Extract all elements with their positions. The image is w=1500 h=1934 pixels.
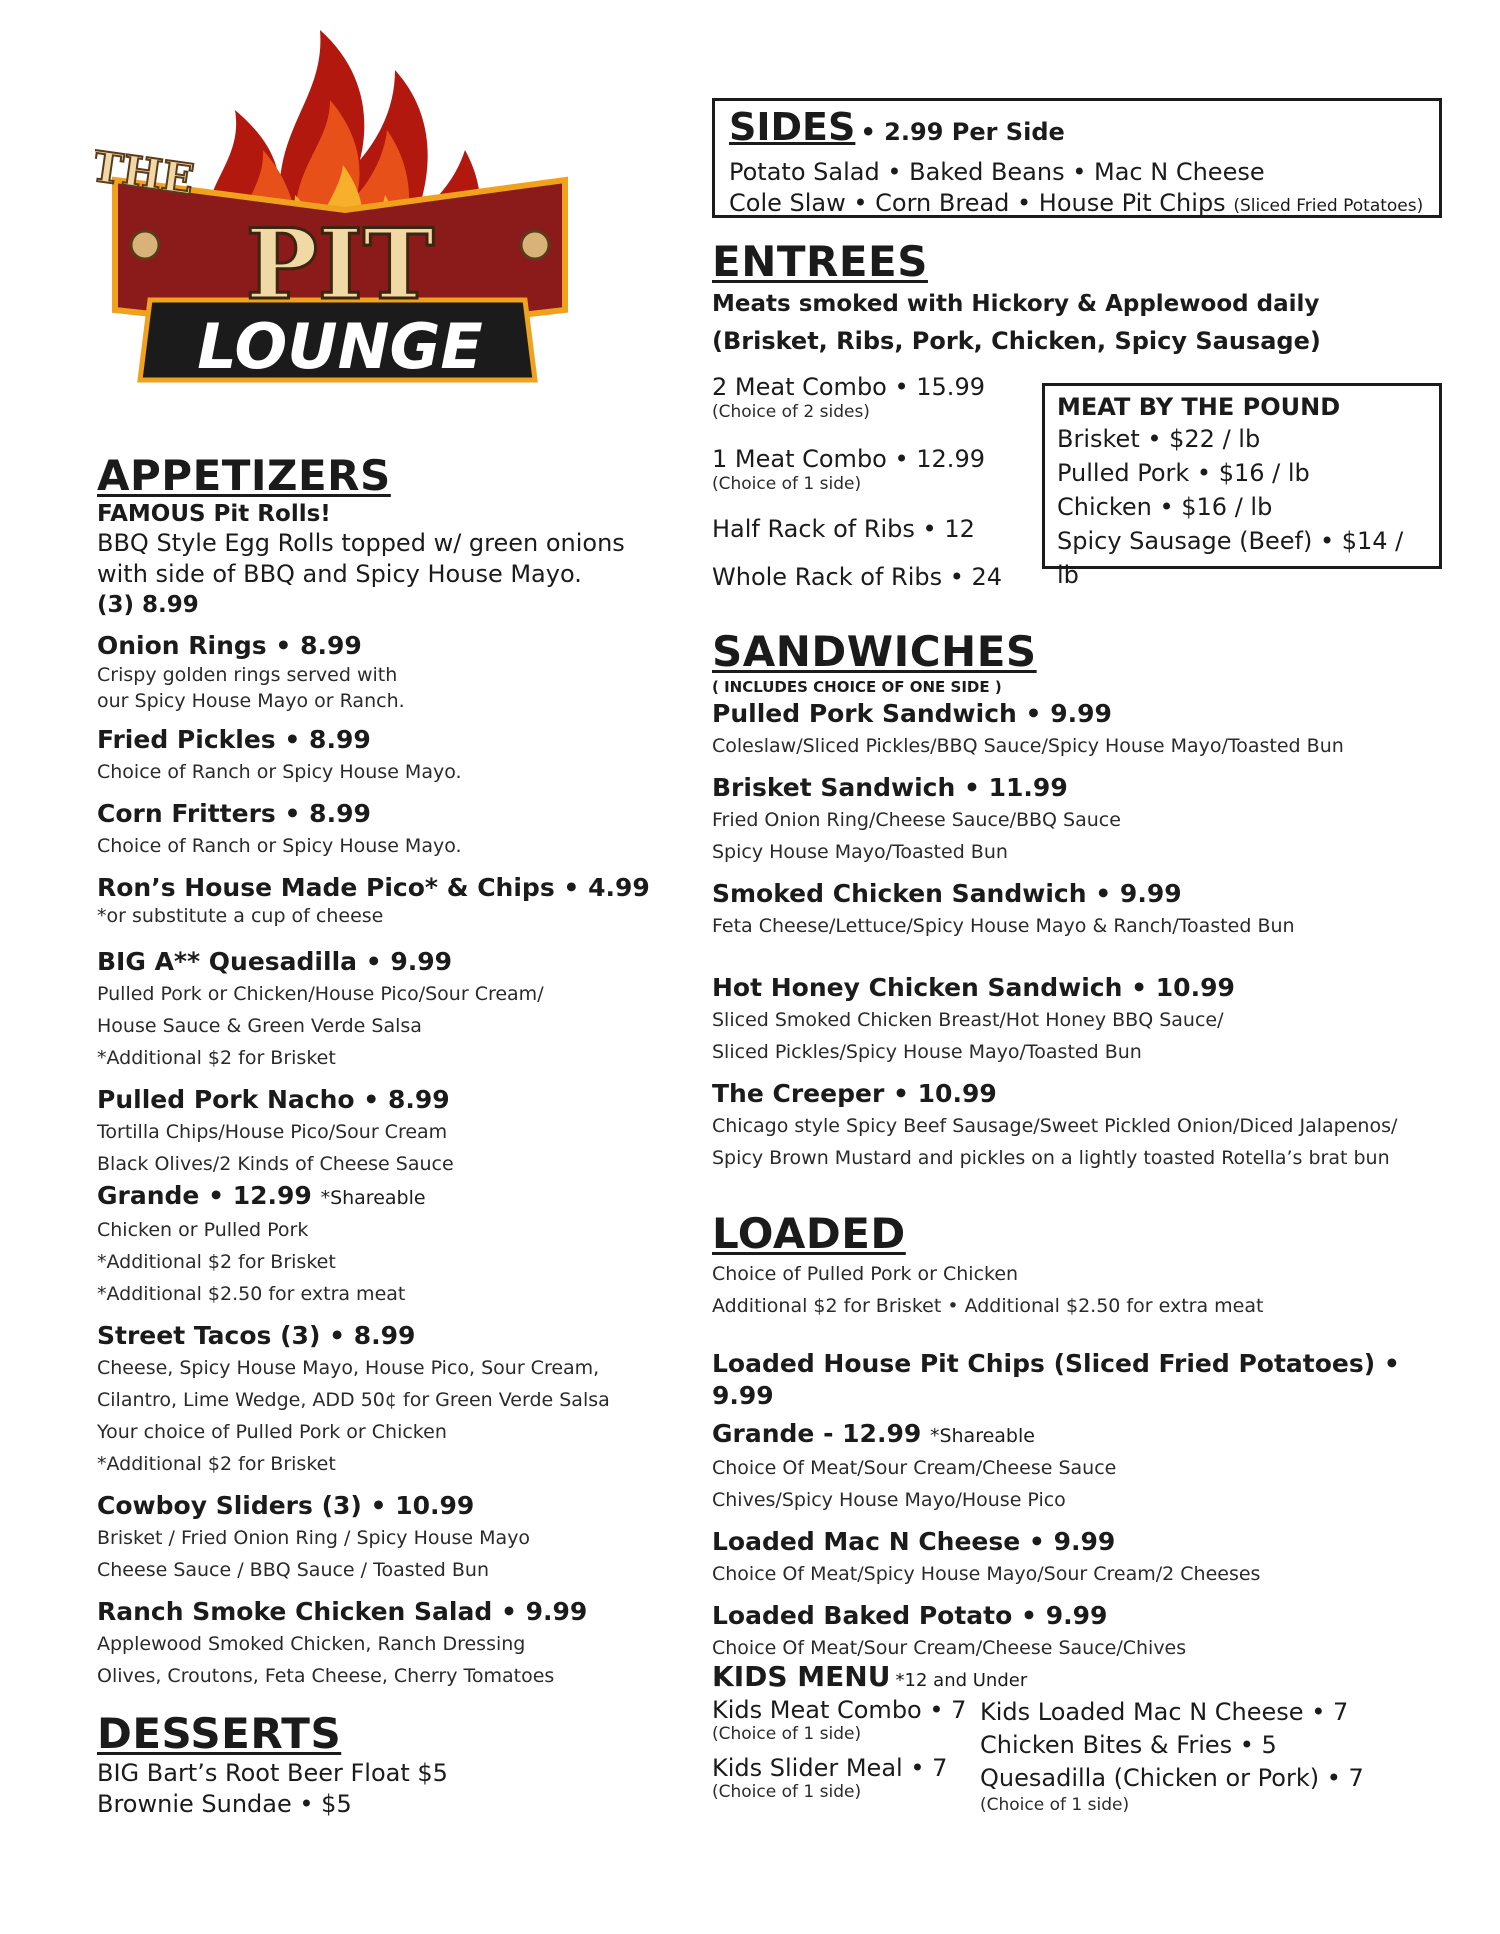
dessert-item-1: BIG Bart’s Root Beer Float $5	[97, 1759, 448, 1787]
sandwiches-section	[712, 628, 1442, 1174]
fried-pickles-desc: Choice of Ranch or Spicy House Mayo.	[97, 761, 462, 783]
pico-chips-desc: *or substitute a cup of cheese	[97, 905, 384, 927]
creeper-desc1: Chicago style Spicy Beef Sausage/Sweet Pickled Onion/Diced Jalapenos/	[712, 1115, 1398, 1137]
pit-lounge-logo	[95, 30, 585, 440]
tacos-name: Street Tacos (3) • 8.99	[97, 1321, 416, 1350]
desserts-title: DESSERTS	[97, 1709, 342, 1758]
sandwiches-note: ( INCLUDES CHOICE OF ONE SIDE )	[712, 678, 1002, 696]
pound-row-chicken: Chicken • $16 / lb	[1057, 493, 1273, 521]
creeper-desc2: Spicy Brown Mustard and pickles on a lightly toasted Rotella’s brat bun	[712, 1147, 1390, 1169]
pulled-pork-sandwich-desc: Coleslaw/Sliced Pickles/BBQ Sauce/Spicy House Mayo/Toasted Bun	[712, 735, 1344, 757]
grande-name	[97, 1180, 657, 1214]
nacho-desc2: Black Olives/2 Kinds of Cheese Sauce	[97, 1153, 454, 1175]
sides-line-2	[729, 188, 1425, 222]
logo-pit: PIT	[245, 208, 435, 321]
onion-rings-name: Onion Rings • 8.99	[97, 631, 362, 660]
corn-fritters-desc: Choice of Ranch or Spicy House Mayo.	[97, 835, 462, 857]
kids-slider: Kids Slider Meal • 7	[712, 1754, 948, 1782]
quesadilla-desc3: *Additional $2 for Brisket	[97, 1047, 336, 1069]
left-column	[97, 452, 657, 1820]
kids-meat-combo: Kids Meat Combo • 7	[712, 1696, 967, 1724]
loaded-mac-name: Loaded Mac N Cheese • 9.99	[712, 1527, 1116, 1556]
loaded-mac-desc: Choice Of Meat/Spicy House Mayo/Sour Cream/2 Cheeses	[712, 1563, 1261, 1585]
loaded-grande-title: Grande - 12.99	[712, 1419, 922, 1448]
sliders-desc2: Cheese Sauce / BBQ Sauce / Toasted Bun	[97, 1559, 490, 1581]
loaded-chips-name: Loaded House Pit Chips (Sliced Fried Potatoes) • 9.99	[712, 1349, 1400, 1410]
loaded-grande-name	[712, 1418, 1442, 1452]
chicken-sandwich-desc: Feta Cheese/Lettuce/Spicy House Mayo & Ranch/Toasted Bun	[712, 915, 1295, 937]
tacos-desc4: *Additional $2 for Brisket	[97, 1453, 336, 1475]
pico-chips-name: Ron’s House Made Pico* & Chips • 4.99	[97, 873, 650, 902]
meat-by-pound-box	[1042, 383, 1442, 589]
brisket-sandwich-name: Brisket Sandwich • 11.99	[712, 773, 1068, 802]
sandwiches-title: SANDWICHES	[712, 627, 1037, 676]
kids-title: KIDS MENU	[712, 1660, 891, 1693]
grande-desc1: Chicken or Pulled Pork	[97, 1219, 309, 1241]
kids-quesadilla: Quesadilla (Chicken or Pork) • 7	[980, 1764, 1364, 1792]
combo-2-note: (Choice of 2 sides)	[712, 402, 870, 422]
brisket-sandwich-desc2: Spicy House Mayo/Toasted Bun	[712, 841, 1008, 863]
dessert-item-2: Brownie Sundae • $5	[97, 1790, 352, 1818]
entrees-sub-2: (Brisket, Ribs, Pork, Chicken, Spicy Sausage)	[712, 327, 1321, 355]
kids-section	[712, 1660, 1442, 1815]
pulled-pork-sandwich-name: Pulled Pork Sandwich • 9.99	[712, 699, 1112, 728]
grande-desc3: *Additional $2.50 for extra meat	[97, 1283, 406, 1305]
entrees-title: ENTREES	[712, 237, 928, 286]
kids-quesadilla-note: (Choice of 1 side)	[980, 1795, 1130, 1815]
salad-desc2: Olives, Croutons, Feta Cheese, Cherry Tomatoes	[97, 1665, 555, 1687]
kids-bites: Chicken Bites & Fries • 5	[980, 1731, 1277, 1759]
loaded-potato-name: Loaded Baked Potato • 9.99	[712, 1601, 1108, 1630]
fried-pickles-name: Fried Pickles • 8.99	[97, 725, 371, 754]
sides-price: • 2.99 Per Side	[860, 118, 1065, 146]
hot-honey-sandwich-desc2: Sliced Pickles/Spicy House Mayo/Toasted Bun	[712, 1041, 1142, 1063]
kids-right-col	[980, 1696, 1400, 1815]
sides-title: SIDES	[729, 105, 856, 149]
kids-slider-note: (Choice of 1 side)	[712, 1782, 862, 1802]
kids-left-col	[712, 1696, 982, 1802]
sides-line-2-note: (Sliced Fried Potatoes)	[1233, 196, 1424, 216]
grande-desc2: *Additional $2 for Brisket	[97, 1251, 336, 1273]
half-rack: Half Rack of Ribs • 12	[712, 515, 975, 543]
loaded-title: LOADED	[712, 1209, 906, 1258]
grande-note: *Shareable	[320, 1187, 426, 1209]
loaded-grande-desc1: Choice Of Meat/Sour Cream/Cheese Sauce	[712, 1457, 1117, 1479]
brisket-sandwich-desc1: Fried Onion Ring/Cheese Sauce/BBQ Sauce	[712, 809, 1121, 831]
loaded-desc1: Choice of Pulled Pork or Chicken	[712, 1263, 1019, 1285]
sides-line-1: Potato Salad • Baked Beans • Mac N Cheese	[729, 158, 1265, 186]
kids-note: *12 and Under	[895, 1670, 1028, 1691]
nacho-name: Pulled Pork Nacho • 8.99	[97, 1085, 450, 1114]
pound-row-brisket: Brisket • $22 / lb	[1057, 425, 1261, 453]
loaded-section	[712, 1210, 1442, 1664]
corn-fritters-name: Corn Fritters • 8.99	[97, 799, 371, 828]
sides-line-2-text: Cole Slaw • Corn Bread • House Pit Chips	[729, 189, 1226, 217]
sliders-name: Cowboy Sliders (3) • 10.99	[97, 1491, 475, 1520]
loaded-grande-desc2: Chives/Spicy House Mayo/House Pico	[712, 1489, 1066, 1511]
logo-the: THE	[95, 141, 198, 205]
salad-desc1: Applewood Smoked Chicken, Ranch Dressing	[97, 1633, 526, 1655]
loaded-grande-note: *Shareable	[929, 1425, 1035, 1447]
combo-2: 2 Meat Combo • 15.99	[712, 373, 985, 401]
loaded-desc2: Additional $2 for Brisket • Additional $2.50 for extra meat	[712, 1295, 1264, 1317]
grande-title: Grande • 12.99	[97, 1181, 312, 1210]
kids-meat-combo-note: (Choice of 1 side)	[712, 1724, 862, 1744]
creeper-name: The Creeper • 10.99	[712, 1079, 997, 1108]
quesadilla-name: BIG A** Quesadilla • 9.99	[97, 947, 453, 976]
pound-row-pulled-pork: Pulled Pork • $16 / lb	[1057, 459, 1310, 487]
pit-rolls-name: FAMOUS Pit Rolls!	[97, 501, 331, 527]
logo-lounge: LOUNGE	[197, 310, 483, 383]
hot-honey-sandwich-name: Hot Honey Chicken Sandwich • 10.99	[712, 973, 1235, 1002]
quesadilla-desc2: House Sauce & Green Verde Salsa	[97, 1015, 422, 1037]
pound-title: MEAT BY THE POUND	[1057, 393, 1341, 421]
pit-rolls-desc1: BBQ Style Egg Rolls topped w/ green onions	[97, 529, 625, 557]
tacos-desc1: Cheese, Spicy House Mayo, House Pico, Sour Cream,	[97, 1357, 600, 1379]
quesadilla-desc1: Pulled Pork or Chicken/House Pico/Sour Cream/	[97, 983, 544, 1005]
combo-1: 1 Meat Combo • 12.99	[712, 445, 985, 473]
hot-honey-sandwich-desc1: Sliced Smoked Chicken Breast/Hot Honey BBQ Sauce/	[712, 1009, 1224, 1031]
logo-graphic	[95, 30, 585, 440]
salad-name: Ranch Smoke Chicken Salad • 9.99	[97, 1597, 588, 1626]
tacos-desc2: Cilantro, Lime Wedge, ADD 50¢ for Green Verde Salsa	[97, 1389, 610, 1411]
kids-mac: Kids Loaded Mac N Cheese • 7	[980, 1698, 1349, 1726]
pound-row-sausage: Spicy Sausage (Beef) • $14 / lb	[1057, 527, 1404, 589]
chicken-sandwich-name: Smoked Chicken Sandwich • 9.99	[712, 879, 1182, 908]
onion-rings-desc2: our Spicy House Mayo or Ranch.	[97, 690, 405, 712]
entrees-sub-1: Meats smoked with Hickory & Applewood daily	[712, 291, 1320, 317]
sides-box	[712, 98, 1442, 218]
tacos-desc3: Your choice of Pulled Pork or Chicken	[97, 1421, 447, 1443]
pit-rolls-price: (3) 8.99	[97, 592, 199, 618]
onion-rings-desc1: Crispy golden rings served with	[97, 664, 398, 686]
sliders-desc1: Brisket / Fried Onion Ring / Spicy House Mayo	[97, 1527, 531, 1549]
whole-rack: Whole Rack of Ribs • 24	[712, 563, 1003, 591]
combo-1-note: (Choice of 1 side)	[712, 474, 862, 494]
nacho-desc1: Tortilla Chips/House Pico/Sour Cream	[97, 1121, 448, 1143]
pit-rolls-desc2: with side of BBQ and Spicy House Mayo.	[97, 560, 582, 588]
appetizers-title: APPETIZERS	[97, 451, 391, 500]
loaded-potato-desc: Choice Of Meat/Sour Cream/Cheese Sauce/Chives	[712, 1637, 1187, 1659]
